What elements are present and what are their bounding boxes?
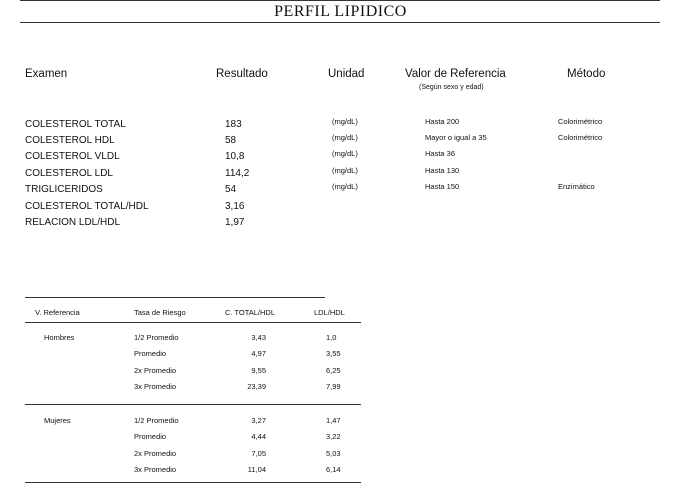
- result-resultado: 3,16: [225, 201, 245, 212]
- ref-group-name: Hombres: [44, 333, 75, 342]
- ref-cell-ldl-hdl: 1,47: [326, 416, 341, 425]
- ref-table-bottom-rule: [25, 482, 361, 483]
- header-unidad: Unidad: [328, 68, 365, 80]
- result-resultado: 1,97: [225, 217, 245, 228]
- result-resultado: 183: [225, 119, 242, 130]
- result-referencia: Hasta 150: [425, 182, 460, 191]
- result-resultado: 58: [225, 135, 237, 146]
- ref-header-v-referencia: V. Referencia: [35, 308, 80, 317]
- ref-cell-ldl-hdl: 5,03: [326, 448, 341, 458]
- ref-cell-tasa: 3x Promedio: [134, 381, 177, 391]
- title-bottom-rule: [20, 22, 660, 23]
- header-examen: Examen: [25, 68, 68, 80]
- ref-table-group-rule: [25, 404, 361, 405]
- result-unidad: (mg/dL): [332, 149, 358, 158]
- result-referencia: Hasta 36: [425, 149, 456, 158]
- ref-cell-c-total-hdl: 4,97: [251, 349, 266, 359]
- ref-cell-tasa: Promedio: [134, 349, 167, 359]
- ref-cell-ldl-hdl: 3,55: [326, 349, 341, 359]
- result-examen: COLESTEROL VLDL: [25, 151, 120, 162]
- ref-cell-c-total-hdl: 7,05: [251, 448, 266, 458]
- ref-cell-c-total-hdl: 9,55: [251, 365, 266, 375]
- ref-cell-c-total-hdl: 3,43: [251, 333, 266, 342]
- result-metodo: Colorimétrico: [558, 117, 603, 126]
- ref-cell-tasa: 2x Promedio: [134, 365, 177, 375]
- result-examen: COLESTEROL TOTAL/HDL: [25, 201, 149, 212]
- result-examen: COLESTEROL HDL: [25, 135, 115, 146]
- result-examen: COLESTEROL TOTAL: [25, 119, 126, 130]
- result-examen: COLESTEROL LDL: [25, 168, 113, 179]
- ref-cell-tasa: 2x Promedio: [134, 448, 177, 458]
- ref-header-tasa-riesgo: Tasa de Riesgo: [134, 308, 186, 317]
- header-valor-referencia-sub: (Según sexo y edad): [419, 84, 484, 91]
- ref-table-top-rule: [25, 297, 325, 298]
- result-unidad: (mg/dL): [332, 117, 358, 126]
- page-title: PERFIL LIPIDICO: [274, 3, 407, 20]
- result-examen: RELACION LDL/HDL: [25, 217, 121, 228]
- result-resultado: 10,8: [225, 151, 245, 162]
- header-valor-referencia: Valor de Referencia: [405, 68, 506, 80]
- result-referencia: Hasta 130: [425, 166, 460, 175]
- ref-cell-tasa: 1/2 Promedio: [134, 416, 179, 425]
- ref-cell-ldl-hdl: 6,25: [326, 365, 341, 375]
- result-resultado: 114,2: [225, 168, 250, 179]
- ref-header-c-total-hdl: C. TOTAL/HDL: [225, 308, 276, 317]
- result-unidad: (mg/dL): [332, 133, 358, 142]
- ref-cell-tasa: 3x Promedio: [134, 464, 177, 474]
- result-examen: TRIGLICERIDOS: [25, 184, 103, 195]
- header-metodo: Método: [567, 68, 606, 80]
- result-metodo: Enzimático: [558, 182, 595, 191]
- result-referencia: Mayor o igual a 35: [425, 133, 487, 142]
- ref-cell-c-total-hdl: 3,27: [251, 416, 266, 425]
- ref-cell-c-total-hdl: 4,44: [251, 432, 266, 442]
- ref-cell-ldl-hdl: 6,14: [326, 464, 341, 474]
- ref-cell-tasa: Promedio: [134, 432, 167, 442]
- ref-cell-tasa: 1/2 Promedio: [134, 333, 179, 342]
- result-metodo: Colorimétrico: [558, 133, 603, 142]
- result-unidad: (mg/dL): [332, 166, 358, 175]
- ref-cell-ldl-hdl: 7,99: [326, 381, 341, 391]
- ref-group-name: Mujeres: [44, 416, 71, 425]
- title-top-rule: [20, 0, 660, 1]
- ref-cell-c-total-hdl: 11,04: [247, 464, 266, 474]
- ref-cell-ldl-hdl: 1,0: [326, 333, 337, 342]
- ref-table-header-rule: [25, 322, 361, 323]
- result-resultado: 54: [225, 184, 237, 195]
- result-unidad: (mg/dL): [332, 182, 358, 191]
- ref-cell-c-total-hdl: 23,39: [247, 381, 266, 391]
- ref-cell-ldl-hdl: 3,22: [326, 432, 341, 442]
- result-referencia: Hasta 200: [425, 117, 460, 126]
- header-resultado: Resultado: [216, 68, 268, 80]
- ref-header-ldl-hdl: LDL/HDL: [314, 308, 345, 317]
